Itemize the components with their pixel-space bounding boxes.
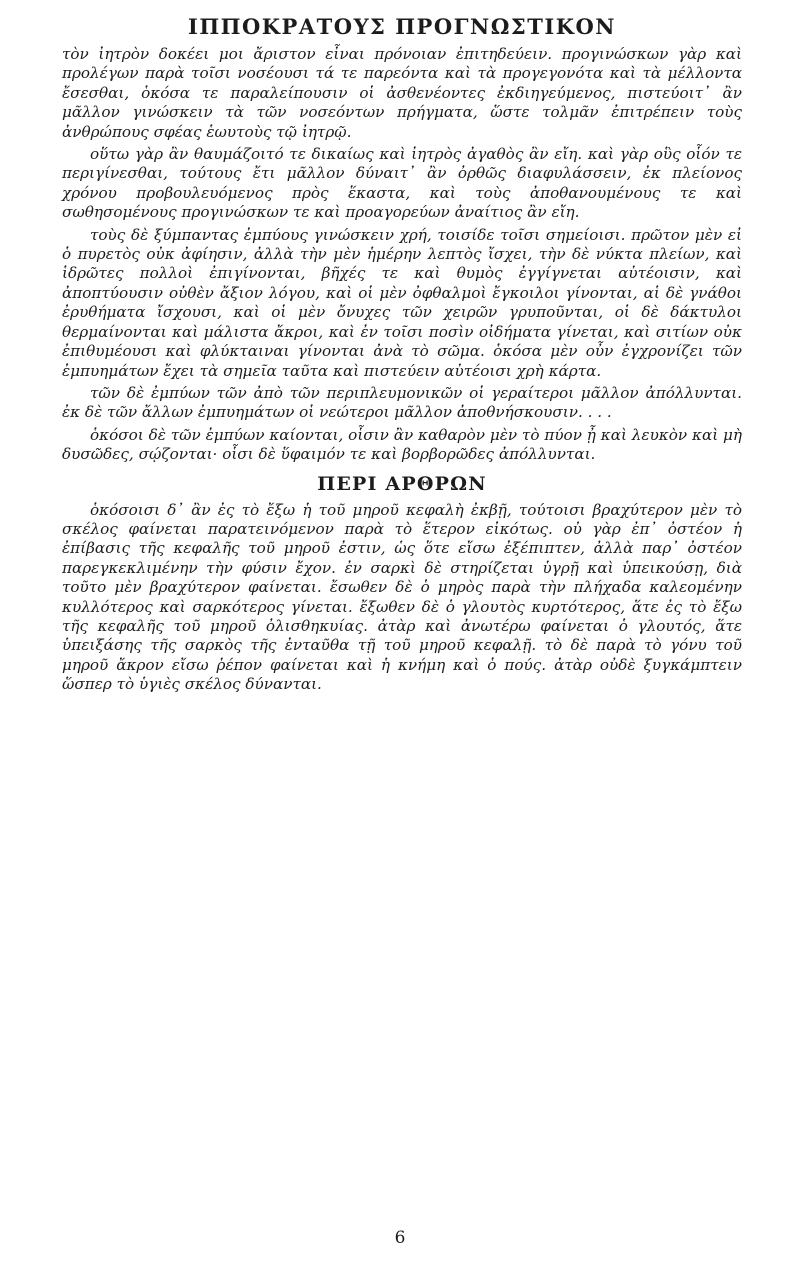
paragraph: τοὺς δὲ ξύμπαντας ἐμπύους γινώσκειν χρή, τοισίδε τοῖσι σημείοισι. πρῶτον μὲν εἰ ὁ πυρετὸς οὐκ ἀφίησιν, ἀλλὰ τὴν μὲν ἡμέρην λεπτὸς ἴσχει, τὴν δὲ νύκτα πλείων, καὶ ἱδρῶτες πολλοὶ ἐπιγίνονται, βῆχές τε καὶ θυμὸς ἐγγίγνεται αὐτέοισιν, καὶ ἀποπτύουσιν οὐθὲν ἄξιον λόγου, καὶ οἱ μὲν ὀφθαλμοὶ ἔγκοιλοι γίνονται, αἱ δὲ γνάθοι ἐρυθήματα ἴσχουσι, καὶ οἱ μὲν ὄνυχες τῶν χειρῶν γρυποῦνται, οἱ δὲ δάκτυλοι θερμαίνονται καὶ μάλιστα ἄκροι, καὶ ἐν τοῖσι ποσὶν οἰδήματα γίνεται, καὶ σιτίων οὐκ ἐπιθυμέουσι καὶ φλύκταιναι γίνονται ἀνὰ τὸ σῶμα. ὁκόσα μὲν οὖν ἐγχρονίζει τῶν ἐμπυημάτων ἔχει τὰ σημεῖα ταῦτα καὶ πιστεύειν αὐτέοισι χρὴ κάρτα. <box>62 225 742 380</box>
section-paragraph: ὁκόσοισι δ᾽ ἂν ἐς τὸ ἔξω ἡ τοῦ μηροῦ κεφαλὴ ἐκβῇ, τούτοισι βραχύτερον μὲν τὸ σκέλος φαίνεται παρατεινόμενον παρὰ τὸ ἕτερον εἰκότως. οὐ γὰρ ἐπ᾽ ὀστέον ἡ ἐπίβασις τῆς κεφαλῆς τοῦ μηροῦ ἐστιν, ὡς ὅτε εἴσω ἐξέπιπτεν, ἀλλὰ παρ᾽ ὀστέον παρεγκεκλιμένην τὴν φύσιν ἔχον. ἐν σαρκὶ δὲ στηρίζεται ὑγρῇ καὶ ὑπεικούσῃ, διὰ τοῦτο μὲν βραχύτερον φαίνεται. ἔσωθεν δὲ ὁ μηρὸς παρὰ τὴν πλήχαδα καλεομένην κυλλότερος καὶ σαρκότερος γίνεται. ἔξωθεν δὲ ὁ γλουτὸς κυρτότερος, ἅτε ἐς τὸ ἔξω τῆς κεφαλῆς τοῦ μηροῦ ὀλισθηκυίας. ἀτὰρ καὶ ἀνωτέρω φαίνεται ὁ γλουτός, ἅτε ὑπειξάσης τῆς σαρκὸς τῆς ἐνταῦθα τῇ τοῦ μηροῦ κεφαλῇ. τὸ δὲ παρὰ τὸ γόνυ τοῦ μηροῦ ἄκρον εἴσω ῥέπον φαίνεται καὶ ἡ κνήμη καὶ ὁ πούς. ἀτὰρ οὐδὲ ξυγκάμπτειν ὥσπερ τὸ ὑγιὲς σκέλος δύνανται. <box>62 500 742 694</box>
paragraph: ὁκόσοι δὲ τῶν ἐμπύων καίονται, οἷσιν ἂν καθαρὸν μὲν τὸ πύον ᾖ καὶ λευκὸν καὶ μὴ δυσῶδες, σῴζονται· οἷσι δὲ ὕφαιμόν τε καὶ βορβορῶδες ἀπόλλυνται. <box>62 425 742 464</box>
paragraph: τῶν δὲ ἐμπύων τῶν ἀπὸ τῶν περιπλευμονικῶν οἱ γεραίτεροι μᾶλλον ἀπόλλυνται. ἐκ δὲ τῶν ἄλλων ἐμπυημάτων οἱ νεώτεροι μᾶλλον ἀποθνήσκουσιν. . . . <box>62 383 742 422</box>
page-content <box>62 14 742 695</box>
page-number: 6 <box>394 1228 406 1248</box>
section-title: ΠΕΡΙ ΑΡΘΡΩΝ <box>317 472 487 495</box>
running-head: ΙΠΠΟΚΡΑΤΟΥΣ ΠΡΟΓΝΩΣΤΙΚΟΝ <box>188 14 616 39</box>
paragraph: τὸν ἰητρὸν δοκέει μοι ἄριστον εἶναι πρόνοιαν ἐπιτηδεύειν. προγινώσκων γὰρ καὶ προλέγων παρὰ τοῖσι νοσέουσι τά τε παρεόντα καὶ τὰ προγεγονότα καὶ τὰ μέλλοντα ἔσεσθαι, ὁκόσα τε παραλείπουσιν οἱ ἀσθενέοντες ἐκδιηγεύμενος, πιστεύοιτ᾽ ἂν μᾶλλον γινώσκειν τὰ τῶν νοσεόντων πρήγματα, ὥστε τολμᾶν ἐπιτρέπειν τοὺς ἀνθρώπους σφέας ἑωυτοὺς τῷ ἰητρῷ. <box>62 45 742 141</box>
paragraph: οὕτω γὰρ ἂν θαυμάζοιτό τε δικαίως καὶ ἰητρὸς ἀγαθὸς ἂν εἴη. καὶ γὰρ οὓς οἷόν τε περιγίνεσθαι, τούτους ἔτι μᾶλλον δύναιτ᾽ ἂν ὀρθῶς διαφυλάσσειν, ἐκ πλείονος χρόνου προβουλευόμενος πρὸς ἕκαστα, καὶ τοὺς ἀποθανουμένους τε καὶ σωθησομένους προγινώσκων τε καὶ προαγορεύων ἀναίτιος ἂν εἴη. <box>62 145 742 222</box>
